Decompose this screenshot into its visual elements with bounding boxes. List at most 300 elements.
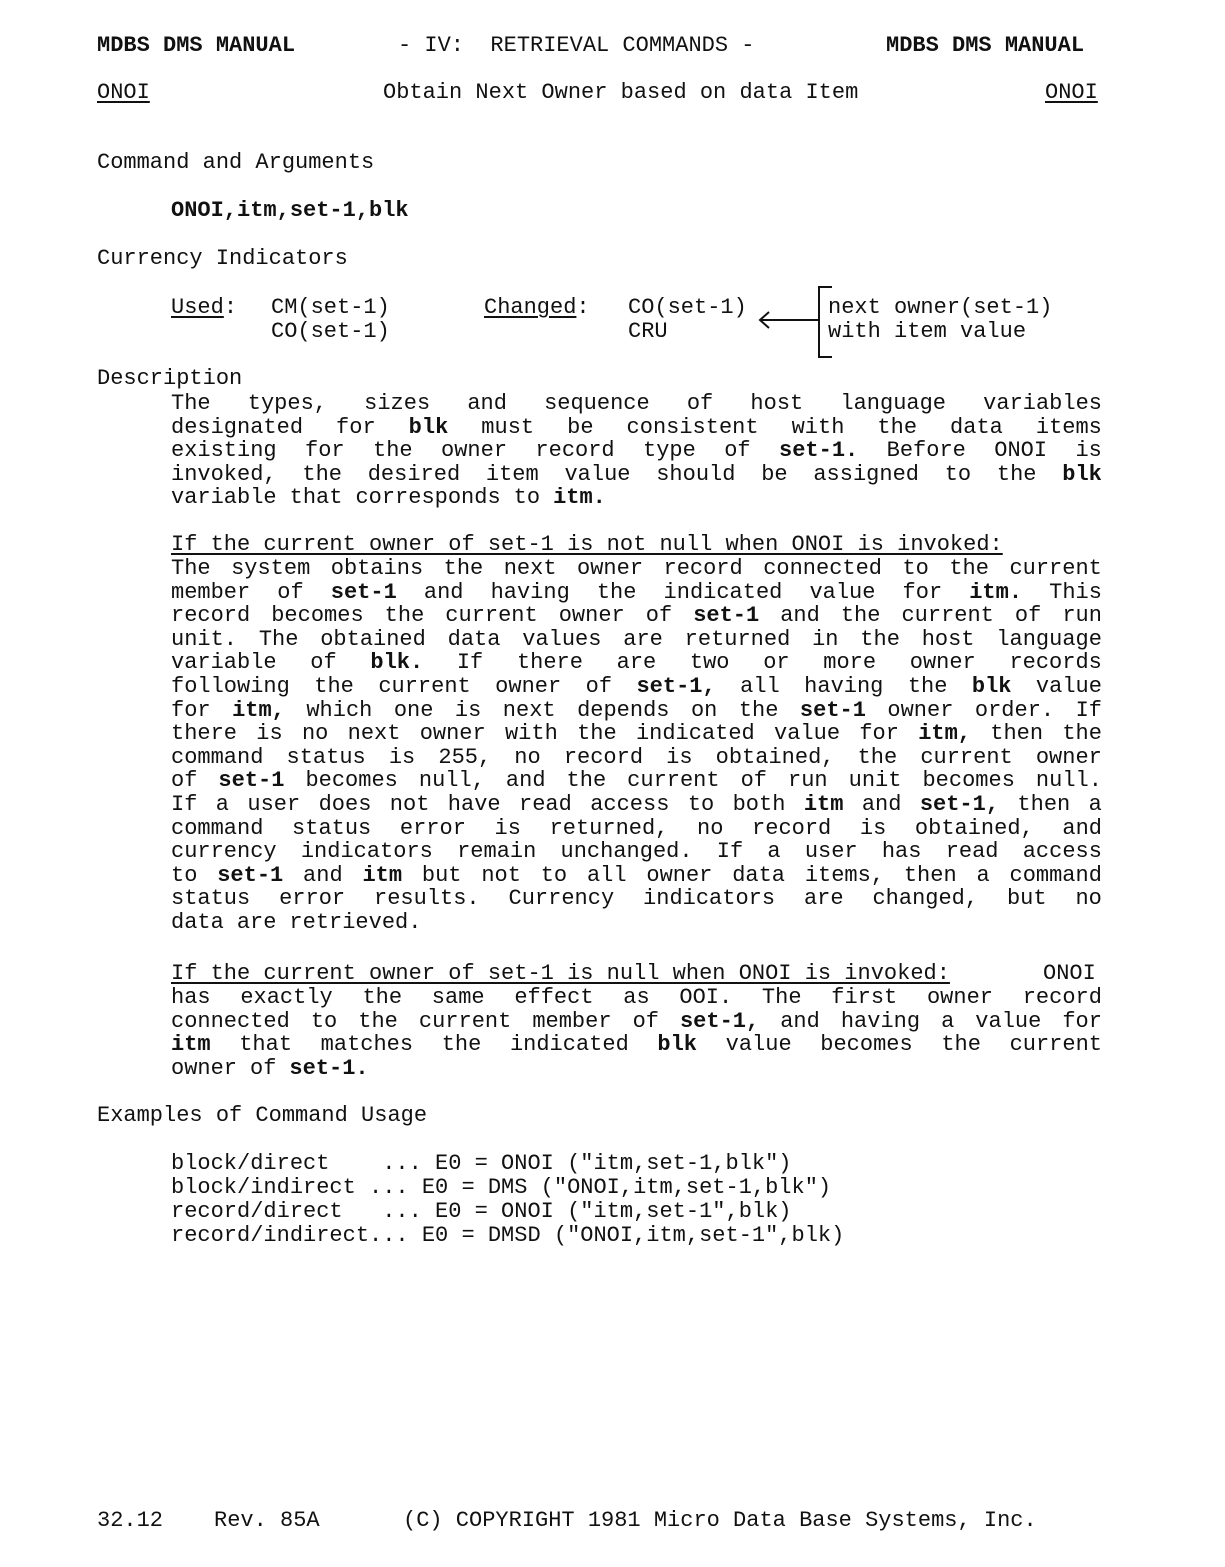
word: the xyxy=(441,1032,482,1058)
word: types, xyxy=(247,391,327,416)
word: designated xyxy=(171,414,304,440)
word: current xyxy=(378,673,471,699)
changed-label-row: Changed: xyxy=(484,295,590,320)
word: are xyxy=(803,886,844,912)
word: to xyxy=(513,485,541,511)
word: of xyxy=(310,650,337,676)
word: and xyxy=(505,768,546,794)
word: of xyxy=(645,603,673,629)
word: member xyxy=(532,1008,612,1034)
word: to xyxy=(310,1008,338,1034)
word: value xyxy=(1035,673,1102,699)
word: of xyxy=(171,768,198,794)
word: value xyxy=(809,579,876,605)
word: data xyxy=(950,414,1003,440)
word: the xyxy=(1062,721,1102,747)
word: record xyxy=(663,556,743,581)
word: existing xyxy=(171,438,277,464)
word: The xyxy=(761,985,802,1010)
word: currency xyxy=(171,839,277,865)
word: owner xyxy=(558,603,625,629)
text-line xyxy=(171,887,1102,911)
word: the xyxy=(877,414,918,440)
word: indicated xyxy=(663,579,783,605)
command-syntax: ONOI,itm,set-1,blk xyxy=(171,198,409,223)
word: status xyxy=(292,815,372,841)
footer-page-number: 32.12 xyxy=(97,1508,164,1533)
word: to xyxy=(902,556,929,581)
word: items, xyxy=(804,862,885,888)
text-line xyxy=(171,817,1102,841)
word: order. xyxy=(974,697,1055,723)
word: If xyxy=(171,791,198,817)
word: becomes xyxy=(271,603,364,629)
note-line-1: next owner(set-1) xyxy=(828,295,1053,320)
changed-value-2: CRU xyxy=(628,319,668,344)
word: is xyxy=(256,721,283,747)
header-left: MDBS DMS MANUAL xyxy=(97,33,296,58)
word: set-1 xyxy=(693,603,760,629)
text-line xyxy=(171,557,1102,581)
word: for xyxy=(305,438,345,464)
text-line xyxy=(171,1033,1102,1057)
word: a xyxy=(941,1008,955,1034)
word: indicated xyxy=(635,721,755,747)
condition-not-null: If the current owner of set-1 is not null when ONOI is invoked: xyxy=(171,532,1003,557)
word: owner xyxy=(926,985,993,1010)
word: current xyxy=(627,768,720,794)
examples-heading: Examples of Command Usage xyxy=(97,1103,428,1128)
word: be xyxy=(567,414,594,440)
word: user xyxy=(804,839,858,865)
word: no xyxy=(697,815,724,841)
word: run xyxy=(1062,603,1102,629)
word: invoked, xyxy=(171,461,277,487)
word: access xyxy=(1022,839,1102,865)
word: to xyxy=(687,791,715,817)
word: but xyxy=(421,862,462,888)
word: items xyxy=(1035,414,1102,440)
text-line xyxy=(171,746,1102,770)
word: retrieved. xyxy=(289,909,422,935)
word: obtained, xyxy=(715,744,835,770)
word: and xyxy=(780,1008,820,1034)
word: a xyxy=(215,791,229,817)
word: itm xyxy=(803,791,844,817)
word: record xyxy=(535,438,615,464)
word: obtained xyxy=(320,626,426,652)
word: then xyxy=(903,862,957,888)
word: read xyxy=(519,791,572,817)
word: corresponds xyxy=(355,485,501,511)
word: is xyxy=(666,744,693,770)
word: set-1. xyxy=(289,1055,369,1081)
word: but xyxy=(1006,886,1047,912)
word: owner xyxy=(1035,744,1102,770)
word: itm, xyxy=(918,721,971,747)
word: have xyxy=(447,791,501,817)
word: as xyxy=(623,985,650,1010)
word: having xyxy=(490,579,570,605)
word: two xyxy=(689,650,730,676)
text-line xyxy=(171,581,1102,605)
word: indicated xyxy=(509,1032,629,1058)
text-line xyxy=(171,463,1102,487)
description-heading: Description xyxy=(97,366,243,391)
word: connected xyxy=(763,556,883,581)
word: the xyxy=(738,697,779,723)
word: current xyxy=(418,1008,512,1034)
word: error xyxy=(279,886,346,912)
word: the xyxy=(566,768,607,794)
word: itm xyxy=(362,862,403,888)
word: connected xyxy=(171,1008,290,1034)
word: records xyxy=(1009,650,1102,676)
word: data xyxy=(171,909,224,935)
word: with xyxy=(504,721,558,747)
word: set-1 xyxy=(218,768,285,794)
word: blk xyxy=(408,414,449,440)
word: are xyxy=(623,626,663,652)
word: command xyxy=(1009,862,1102,888)
word: no xyxy=(301,721,329,747)
word: that xyxy=(239,1032,293,1058)
word: command xyxy=(171,744,264,770)
word: the xyxy=(373,438,413,464)
word: set-1, xyxy=(636,673,716,699)
word: desired xyxy=(367,461,461,487)
word: This xyxy=(1049,579,1102,605)
word: itm. xyxy=(969,579,1023,605)
word: current xyxy=(1009,1032,1102,1058)
word: owner xyxy=(909,650,976,676)
used-value-2: CO(set-1) xyxy=(271,319,390,344)
word: itm xyxy=(171,1032,211,1058)
word: language xyxy=(840,391,947,416)
text-line xyxy=(171,699,1102,723)
word: or xyxy=(763,650,790,676)
word: run xyxy=(788,768,828,794)
word: obtained, xyxy=(914,815,1034,841)
word: for xyxy=(1062,1008,1102,1034)
word: and xyxy=(467,391,507,416)
word: Before xyxy=(886,438,966,464)
word: variable xyxy=(171,485,277,511)
word: read xyxy=(945,839,999,865)
word: should xyxy=(656,461,736,487)
word: the xyxy=(302,461,342,487)
word: user xyxy=(247,791,301,817)
word: record xyxy=(1022,985,1102,1010)
word: having xyxy=(840,1008,921,1034)
word: ONOI xyxy=(994,438,1048,464)
word: member xyxy=(171,579,251,605)
word: for xyxy=(859,721,899,747)
text-line xyxy=(171,793,1102,817)
word: the xyxy=(384,603,425,629)
word: is xyxy=(494,815,521,841)
word: are xyxy=(236,909,277,935)
word: set-1 xyxy=(217,862,284,888)
word: blk. xyxy=(370,650,424,676)
text-line xyxy=(171,392,1102,416)
word: to xyxy=(540,862,568,888)
note-line-2: with item value xyxy=(828,319,1027,344)
example-row: record/indirect... E0 = DMSD ("ONOI,itm,set-1",blk) xyxy=(171,1223,845,1248)
word: results. xyxy=(374,886,480,912)
word: on xyxy=(690,697,718,723)
word: system xyxy=(231,556,311,581)
word: for xyxy=(171,697,211,723)
word: null. xyxy=(1035,768,1102,794)
word: error xyxy=(399,815,466,841)
text-line xyxy=(171,416,1102,440)
word: returned, xyxy=(549,815,669,841)
word: current xyxy=(901,603,994,629)
condition-lead-2 xyxy=(171,962,950,986)
word: The xyxy=(258,626,299,652)
word: the xyxy=(949,556,989,581)
word: of xyxy=(740,768,768,794)
word: If xyxy=(1075,697,1102,723)
word: not xyxy=(481,862,521,888)
description-paragraph-1 xyxy=(171,392,1102,510)
footer-copyright: (C) COPYRIGHT 1981 Micro Data Base Systems, Inc. xyxy=(403,1508,1037,1533)
word: The xyxy=(171,391,211,416)
word: more xyxy=(823,650,877,676)
word: 255, xyxy=(438,744,492,770)
word: of xyxy=(632,1008,659,1034)
word: blk xyxy=(971,673,1012,699)
text-line xyxy=(171,722,1102,746)
condition-null: If the current owner of set-1 is null when ONOI is invoked: xyxy=(171,961,950,986)
text-line xyxy=(171,675,1102,699)
footer-revision: Rev. 85A xyxy=(214,1508,320,1533)
word: host xyxy=(750,391,804,416)
word: item xyxy=(485,461,539,487)
word: must xyxy=(481,414,535,440)
word: assigned xyxy=(813,461,919,487)
word: indicators xyxy=(300,839,433,865)
word: value xyxy=(774,721,841,747)
word: of xyxy=(277,579,304,605)
word: first xyxy=(831,985,898,1010)
example-row: record/direct ... E0 = ONOI ("itm,set-1",blk) xyxy=(171,1199,792,1224)
word: sizes xyxy=(364,391,431,416)
word: data xyxy=(447,626,501,652)
word: changed, xyxy=(872,886,979,912)
subheader-left: ONOI xyxy=(97,80,150,105)
word: becomes xyxy=(305,768,398,794)
word: record xyxy=(563,744,644,770)
word: OOI. xyxy=(679,985,733,1010)
word: to xyxy=(171,862,198,888)
word: unit xyxy=(848,768,902,794)
word: null, xyxy=(418,768,485,794)
word: the xyxy=(314,673,354,699)
word: returned xyxy=(684,626,791,652)
condition-lead-2-tail: ONOI xyxy=(1043,961,1096,986)
word: exactly xyxy=(240,985,333,1010)
word: sequence xyxy=(544,391,650,416)
word: there xyxy=(516,650,583,676)
word: variable xyxy=(171,650,277,676)
word: blk xyxy=(1062,461,1102,487)
word: value xyxy=(975,1008,1042,1034)
word: with xyxy=(791,414,845,440)
page-title: Obtain Next Owner based on data Item xyxy=(383,80,859,105)
word: not xyxy=(389,791,430,817)
word: owner xyxy=(577,556,644,581)
word: variables xyxy=(983,391,1102,416)
word: host xyxy=(921,626,975,652)
word: be xyxy=(761,461,788,487)
word: current xyxy=(1009,556,1102,581)
word: the xyxy=(860,626,900,652)
word: there xyxy=(171,721,238,747)
word: owner xyxy=(441,438,508,464)
word: owner xyxy=(419,721,486,747)
text-line xyxy=(171,840,1102,864)
command-heading: Command and Arguments xyxy=(97,150,375,175)
word: having xyxy=(804,673,884,699)
word: and xyxy=(1062,815,1102,841)
word: current xyxy=(920,744,1013,770)
word: and xyxy=(780,603,820,629)
word: blk xyxy=(657,1032,698,1058)
word: then xyxy=(1017,791,1071,817)
header-chapter: - IV: RETRIEVAL COMMANDS - xyxy=(398,33,755,58)
word: of xyxy=(1014,603,1042,629)
word: owner xyxy=(171,1055,238,1081)
word: next xyxy=(347,721,401,747)
word: unit. xyxy=(171,626,238,652)
word: status xyxy=(171,886,251,912)
header-right: MDBS DMS MANUAL xyxy=(886,33,1085,58)
word: one xyxy=(393,697,434,723)
word: in xyxy=(812,626,839,652)
word: no xyxy=(514,744,541,770)
word: obtains xyxy=(330,556,424,581)
word: of xyxy=(585,673,613,699)
word: the xyxy=(362,985,403,1010)
word: no xyxy=(1075,886,1102,912)
word: is xyxy=(859,815,887,841)
word: owner xyxy=(495,673,562,699)
word: are xyxy=(616,650,657,676)
currency-heading: Currency Indicators xyxy=(97,246,348,271)
word: next xyxy=(502,697,556,723)
word: itm, xyxy=(232,697,285,723)
word: of xyxy=(724,438,751,464)
word: If xyxy=(716,839,744,865)
word: matches xyxy=(320,1032,414,1058)
subheader-right: ONOI xyxy=(1045,80,1098,105)
example-row: block/direct ... E0 = ONOI ("itm,set-1,blk") xyxy=(171,1151,792,1176)
word: the xyxy=(443,556,484,581)
word: the xyxy=(996,461,1037,487)
word: both xyxy=(732,791,786,817)
word: If xyxy=(456,650,484,676)
word: data xyxy=(732,862,786,888)
text-line xyxy=(171,604,1102,628)
text-line xyxy=(171,486,1102,510)
word: set-1 xyxy=(330,579,397,605)
word: has xyxy=(881,839,922,865)
text-line xyxy=(171,1057,1102,1081)
word: the xyxy=(941,1032,981,1058)
word: becomes xyxy=(922,768,1015,794)
text-line xyxy=(171,864,1102,888)
word: the xyxy=(577,721,617,747)
word: owner xyxy=(887,697,954,723)
word: has xyxy=(171,985,211,1010)
word: is xyxy=(454,697,482,723)
word: a xyxy=(976,862,990,888)
text-line xyxy=(171,439,1102,463)
word: indicators xyxy=(643,886,776,912)
word: consistent xyxy=(626,414,759,440)
word: is xyxy=(1075,438,1102,464)
word: for xyxy=(902,579,943,605)
word: to xyxy=(944,461,972,487)
used-label: Used xyxy=(171,295,224,320)
word: current xyxy=(445,603,538,629)
word: record xyxy=(171,603,251,629)
used-label-row: Used: xyxy=(171,295,238,320)
word: all xyxy=(586,862,627,888)
word: for xyxy=(336,414,376,440)
word: all xyxy=(740,673,780,699)
text-line xyxy=(171,1010,1102,1034)
word: and xyxy=(861,791,902,817)
word: remain xyxy=(457,839,537,865)
word: effect xyxy=(514,985,594,1010)
word: a xyxy=(1088,791,1102,817)
word: and xyxy=(303,862,343,888)
word: following xyxy=(171,673,290,699)
text-line xyxy=(171,769,1102,793)
word: does xyxy=(318,791,372,817)
word: value xyxy=(725,1032,792,1058)
word: of xyxy=(686,391,714,416)
text-line xyxy=(171,628,1102,652)
word: set-1, xyxy=(679,1008,760,1034)
arrow-left-icon xyxy=(756,306,820,330)
word: record xyxy=(752,815,832,841)
condition-lead-1 xyxy=(171,533,1102,557)
word: access xyxy=(590,791,670,817)
word: the xyxy=(907,673,948,699)
description-paragraph-3 xyxy=(171,986,1102,1080)
word: is xyxy=(388,744,416,770)
word: set-1. xyxy=(779,438,859,464)
used-value-1: CM(set-1) xyxy=(271,295,390,320)
word: language xyxy=(996,626,1102,652)
text-line xyxy=(171,911,1102,935)
text-line xyxy=(171,651,1102,675)
word: the xyxy=(857,744,898,770)
word: a xyxy=(767,839,781,865)
word: of xyxy=(250,1055,277,1081)
word: same xyxy=(431,985,485,1010)
word: set-1 xyxy=(799,697,866,723)
word: which xyxy=(306,697,373,723)
word: next xyxy=(503,556,557,581)
word: and xyxy=(423,579,464,605)
word: depends xyxy=(577,697,670,723)
text-line xyxy=(171,986,1102,1010)
